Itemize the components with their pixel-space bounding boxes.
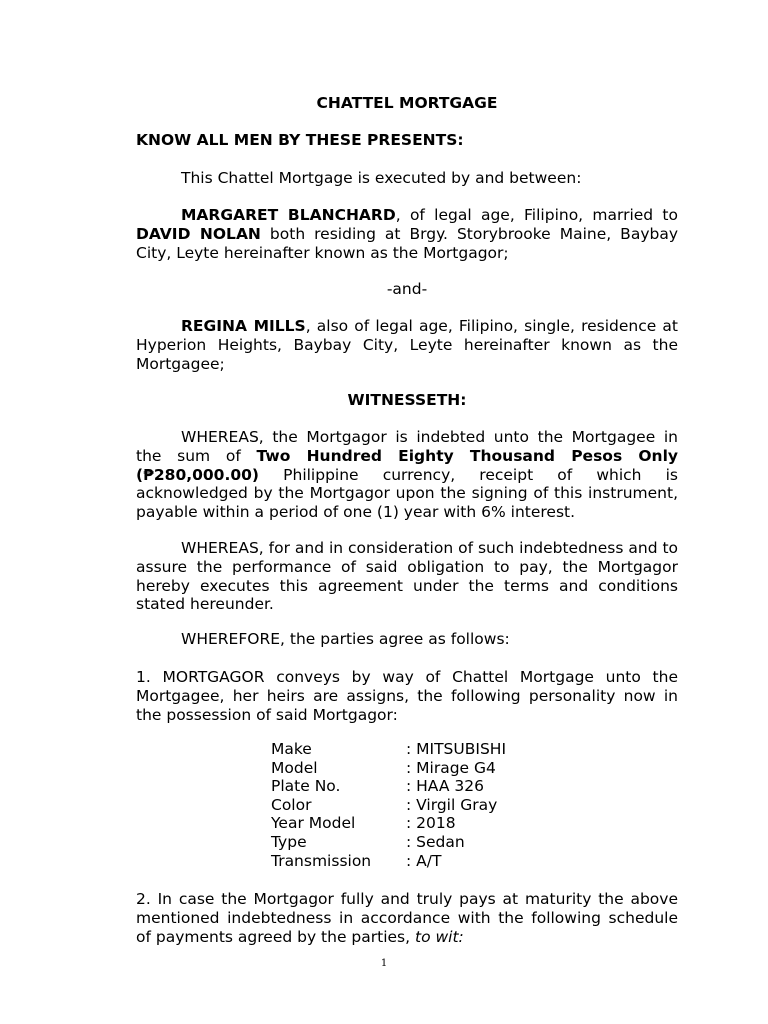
document-title: CHATTEL MORTGAGE [316,94,498,112]
whereas-1-text-b: Philippine currency, receipt of which is acknowledged by the Mortgagor upon the signing of this instrument, payable within a period of one (1) year with 6% interest. [136,465,678,522]
mortgagor-text-a: , of legal age, Filipino, married to [395,206,678,224]
mortgagee-text: , also of legal age, Filipino, single, residence at Hyperion Heights, Baybay City, Leyte hereinafter known as the Mortgagee; [136,317,678,373]
spec-value: : A/T [406,851,442,870]
mortgagor-paragraph [136,206,678,262]
and-separator: -and- [386,280,428,298]
preamble: KNOW ALL MEN BY THESE PRESENTS: [136,131,464,149]
mortgagor-text-b: both residing at Brgy. Storybrooke Maine, Baybay City, Leyte hereinafter known as the Mortgagor; [136,224,678,262]
wherefore-paragraph: WHEREFORE, the parties agree as follows: [181,630,510,648]
spec-row [271,759,506,778]
mortgagee-paragraph [136,317,678,373]
clause-2-text: 2. In case the Mortgagor fully and truly pays at maturity the above mentioned indebtedness in accordance with the following schedule of payments agreed by the parties, [136,890,678,946]
spec-label: Color [271,795,312,814]
spec-row [271,777,506,796]
whereas-paragraph-2: WHEREAS, for and in consideration of such indebtedness and to assure the performance of said obligation to pay, the Mortgagor hereby executes this agreement under the terms and conditions stated hereunder. [136,539,679,614]
spec-label: Transmission [271,851,372,870]
mortgagor-name: MARGARET BLANCHARD [181,206,396,224]
spec-label: Model [271,758,318,777]
clause-2-italic: to wit: [415,927,464,946]
spec-value: : MITSUBISHI [406,740,507,758]
spec-value: : Sedan [406,832,465,851]
spec-row [271,740,506,759]
spec-value: : Mirage G4 [406,758,496,777]
spec-row [271,833,506,852]
clause-2 [136,890,678,946]
witnesseth-heading: WITNESSETH: [347,391,467,409]
whereas-paragraph-1 [136,428,678,522]
vehicle-specs [271,740,506,870]
spec-value: : Virgil Gray [406,795,498,814]
amount-in-words: Two Hundred Eighty Thousand Pesos Only (₱280,000.00) [136,446,678,484]
whereas-1-text-a: WHEREAS, the Mortgagor is indebted unto the Mortgagee in the sum of [136,428,678,465]
intro-paragraph: This Chattel Mortgage is executed by and between: [181,169,582,187]
spec-label: Make [271,740,312,758]
spec-value: : 2018 [406,814,456,833]
spec-label: Plate No. [271,777,341,796]
spec-label: Year Model [271,814,356,833]
spec-value: : HAA 326 [406,777,484,796]
spec-row [271,814,506,833]
spec-label: Type [271,832,307,851]
spec-row [271,852,506,871]
mortgagee-name: REGINA MILLS [181,317,306,335]
spec-row [271,796,506,815]
page-number: 1 [380,958,388,969]
spouse-name: DAVID NOLAN [136,224,261,243]
clause-1: 1. MORTGAGOR conveys by way of Chattel Mortgage unto the Mortgagee, her heirs are assigns, the following personality now in the possession of said Mortgagor: [136,668,678,724]
